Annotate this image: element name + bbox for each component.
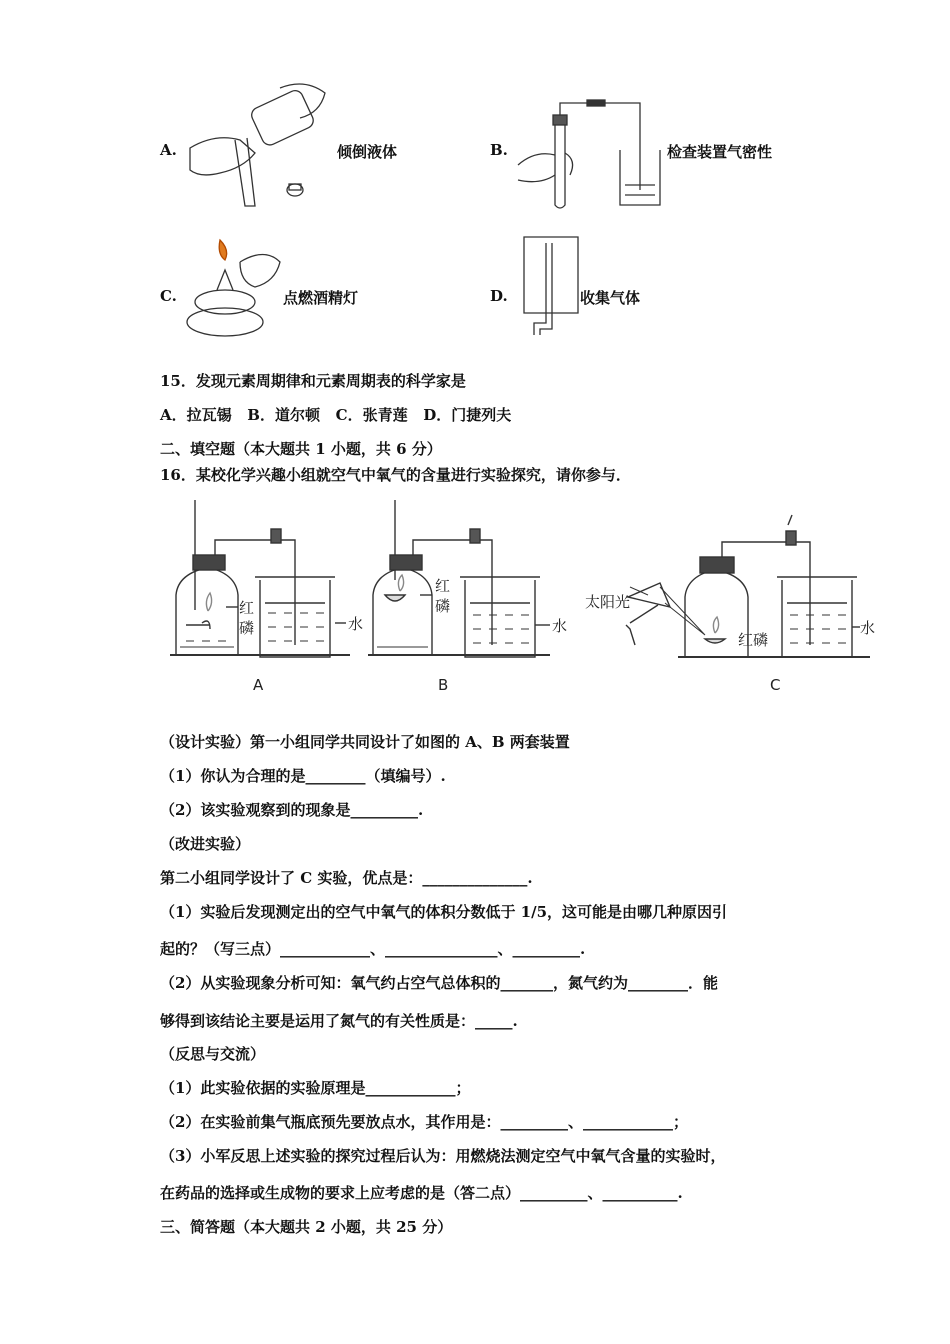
- section-2-heading: 二、填空题（本大题共 1 小题，共 6 分）: [160, 440, 442, 458]
- q16-line: （1）此实验依据的实验原理是____________；: [160, 1079, 471, 1097]
- q16-line: （2）在实验前集气瓶底预先要放点水，其作用是：_________、____________；: [160, 1113, 688, 1131]
- q16-line: （3）小军反思上述实验的探究过程后认为：用燃烧法测定空气中氧气含量的实验时，: [160, 1147, 726, 1165]
- q16-line: 在药品的选择或生成物的要求上应考虑的是（答二点）_________、__________.: [160, 1184, 683, 1202]
- figure-label-a: A: [253, 676, 264, 694]
- water-label-c: 水: [860, 619, 876, 637]
- apparatus-b: [368, 500, 550, 657]
- q16-line: （改进实验）: [160, 835, 251, 853]
- q16-line: （1）你认为合理的是________（填编号）.: [160, 767, 446, 785]
- red-phosphorus-label-a2: 磷: [239, 619, 255, 637]
- water-label-b: 水: [552, 617, 568, 635]
- option-letter: D.: [490, 287, 508, 305]
- red-phosphorus-label-b1: 红: [435, 577, 451, 595]
- airtightness-check-illustration: [515, 95, 665, 210]
- q16-line: 起的？（写三点）____________、_______________、_________.: [160, 940, 586, 958]
- option-caption: 点燃酒精灯: [283, 289, 359, 307]
- pour-liquid-illustration: [185, 78, 335, 208]
- red-phosphorus-label-c: 红磷: [738, 631, 769, 649]
- option-caption: 倾倒液体: [337, 143, 398, 161]
- option-caption: 检查装置气密性: [667, 143, 773, 161]
- gas-collection-illustration: [518, 235, 580, 340]
- question-15-choices: A．拉瓦锡 B．道尔顿 C．张青莲 D．门捷列夫: [160, 406, 512, 424]
- q16-line: 够得到该结论主要是运用了氮气的有关性质是：_____.: [160, 1012, 518, 1030]
- section-3-heading: 三、简答题（本大题共 2 小题，共 25 分）: [160, 1218, 453, 1236]
- question-15-stem: 15．发现元素周期律和元素周期表的科学家是: [160, 372, 466, 390]
- experiment-apparatus-figure: [160, 495, 880, 700]
- q16-line: （设计实验）第一小组同学共同设计了如图的 A、B 两套装置: [160, 733, 570, 751]
- q16-line: 第二小组同学设计了 C 实验，优点是：______________.: [160, 869, 533, 887]
- option-letter: B.: [490, 141, 508, 159]
- red-phosphorus-label-b2: 磷: [435, 597, 451, 615]
- q16-line: （2）从实验现象分析可知：氧气约占空气总体积的_______，氮气约为________．能: [160, 974, 718, 992]
- apparatus-a: [170, 500, 350, 657]
- water-label-a: 水: [348, 615, 364, 633]
- option-letter: C.: [160, 287, 177, 305]
- sunlight-label: 太阳光: [585, 593, 631, 611]
- figure-label-c: C: [770, 676, 781, 694]
- q16-line: （2）该实验观察到的现象是_________.: [160, 801, 424, 819]
- figure-label-b: B: [438, 676, 449, 694]
- q16-line: （反思与交流）: [160, 1045, 266, 1063]
- alcohol-lamp-illustration: [185, 232, 285, 342]
- q16-line: （1）实验后发现测定出的空气中氧气的体积分数低于 1/5，这可能是由哪几种原因引: [160, 903, 728, 921]
- red-phosphorus-label-a1: 红: [239, 599, 255, 617]
- option-caption: 收集气体: [580, 289, 641, 307]
- question-16-stem: 16．某校化学兴趣小组就空气中氧气的含量进行实验探究，请你参与．: [160, 466, 631, 484]
- option-letter: A.: [160, 141, 177, 159]
